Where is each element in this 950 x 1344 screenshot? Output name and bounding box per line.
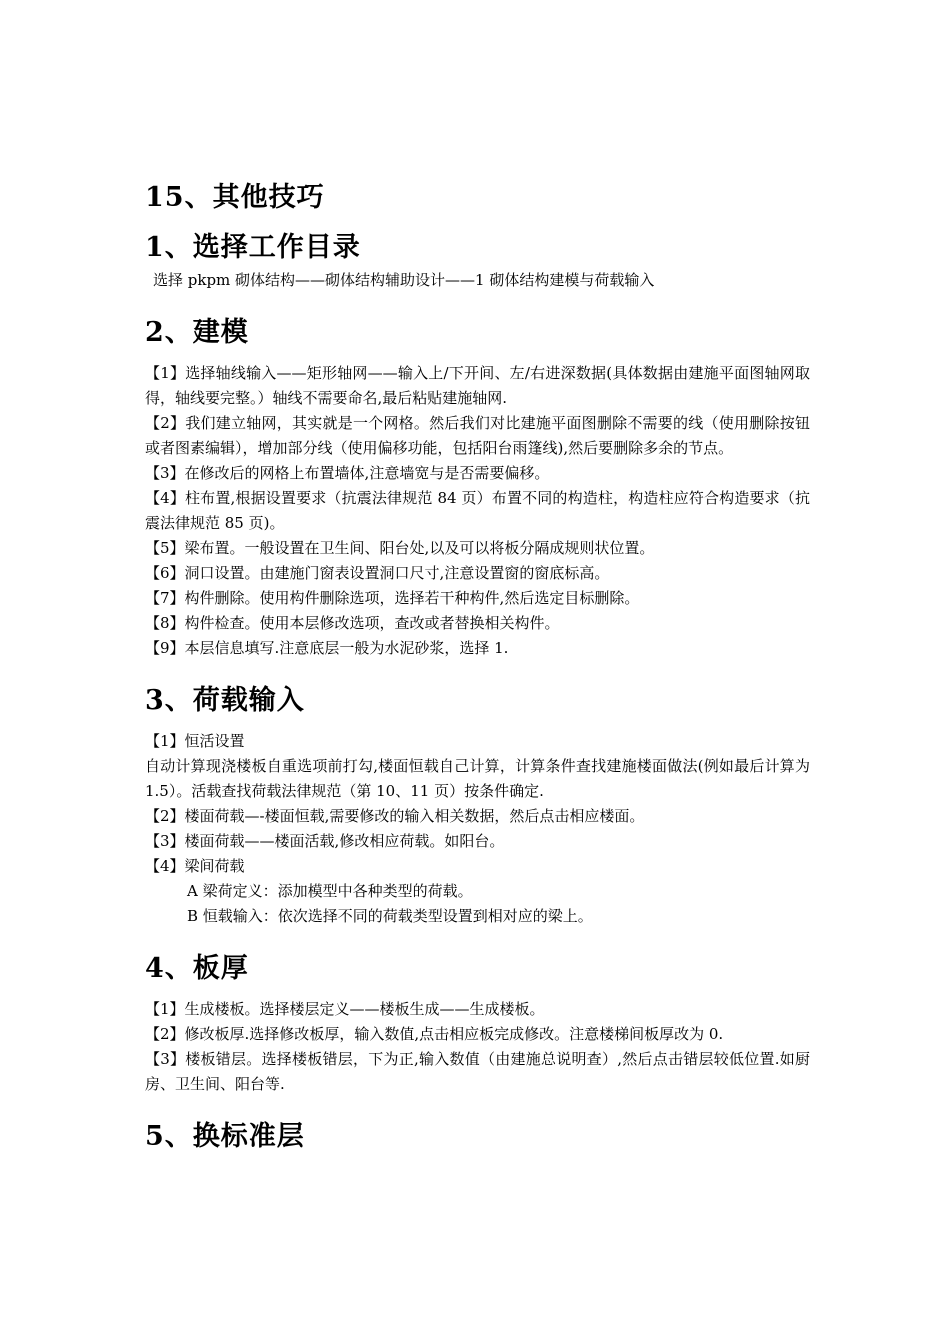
section-change-standard-floor: [145, 1119, 810, 1155]
list-item: 【2】我们建立轴网，其实就是一个网格。然后我们对比建施平面图删除不需要的线（使用删除按钮或者图素编辑），增加部分线（使用偏移功能，包括阳台雨篷线),然后要删除多余的节点。: [145, 414, 810, 457]
list-item: 自动计算现浇楼板自重选项前打勾,楼面恒载自己计算，计算条件查找建施楼面做法(例如最后计算为 1.5）。活载查找荷载法律规范（第 10、11 页）按条件确定.: [145, 757, 810, 800]
document-title: 15、其他技巧: [145, 182, 325, 213]
list-item: 【1】生成楼板。选择楼层定义——楼板生成——生成楼板。: [145, 1000, 545, 1018]
list-item: 【8】构件检查。使用本层修改选项，查改或者替换相关构件。: [145, 614, 560, 632]
section-heading: 4、板厚: [145, 953, 249, 984]
section-slab-thickness: [145, 951, 810, 1097]
list-item: 【3】楼面荷载——楼面活载,修改相应荷载。如阳台。: [145, 832, 505, 850]
section-modeling: [145, 315, 810, 661]
section-load-input: [145, 683, 810, 929]
section-select-directory: [145, 230, 810, 293]
list-item: 【1】恒活设置: [145, 732, 245, 750]
list-item: 【5】梁布置。一般设置在卫生间、阳台处,以及可以将板分隔成规则状位置。: [145, 539, 655, 557]
section-heading: 3、荷载输入: [145, 685, 305, 716]
list-item: 【3】在修改后的网格上布置墙体,注意墙宽与是否需要偏移。: [145, 464, 550, 482]
list-item: 【9】本层信息填写.注意底层一般为水泥砂浆，选择 1.: [145, 639, 509, 657]
list-item: 【4】梁间荷载: [145, 857, 245, 875]
sub-list-item: B 恒载输入：依次选择不同的荷载类型设置到相对应的梁上。: [187, 907, 593, 925]
list-item: 【6】洞口设置。由建施门窗表设置洞口尺寸,注意设置窗的窗底标高。: [145, 564, 610, 582]
list-item: 【4】柱布置,根据设置要求（抗震法律规范 84 页）布置不同的构造柱，构造柱应符合构造要求（抗震法律规范 85 页)。: [145, 489, 810, 532]
list-item: 【2】楼面荷载—-楼面恒载,需要修改的输入相关数据，然后点击相应楼面。: [145, 807, 645, 825]
list-item: 【3】楼板错层。选择楼板错层，下为正,输入数值（由建施总说明查）,然后点击错层较低位置.如厨房、卫生间、阳台等.: [145, 1050, 810, 1093]
section-heading: 2、建模: [145, 317, 249, 348]
list-item: 【1】选择轴线输入——矩形轴网——输入上/下开间、左/右进深数据(具体数据由建施平面图轴网取得，轴线要完整。）轴线不需要命名,最后粘贴建施轴网.: [145, 364, 810, 407]
list-item: 【7】构件删除。使用构件删除选项，选择若干种构件,然后选定目标删除。: [145, 589, 640, 607]
list-item: 【2】修改板厚.选择修改板厚，输入数值,点击相应板完成修改。注意楼梯间板厚改为 0.: [145, 1025, 724, 1043]
document-page: [145, 180, 810, 1165]
section-heading: 5、换标准层: [145, 1121, 305, 1152]
section-heading: 1、选择工作目录: [145, 232, 361, 263]
sub-list-item: A 梁荷定义：添加模型中各种类型的荷载。: [187, 882, 473, 900]
section-intro: 选择 pkpm 砌体结构——砌体结构辅助设计——1 砌体结构建模与荷载输入: [153, 271, 655, 289]
